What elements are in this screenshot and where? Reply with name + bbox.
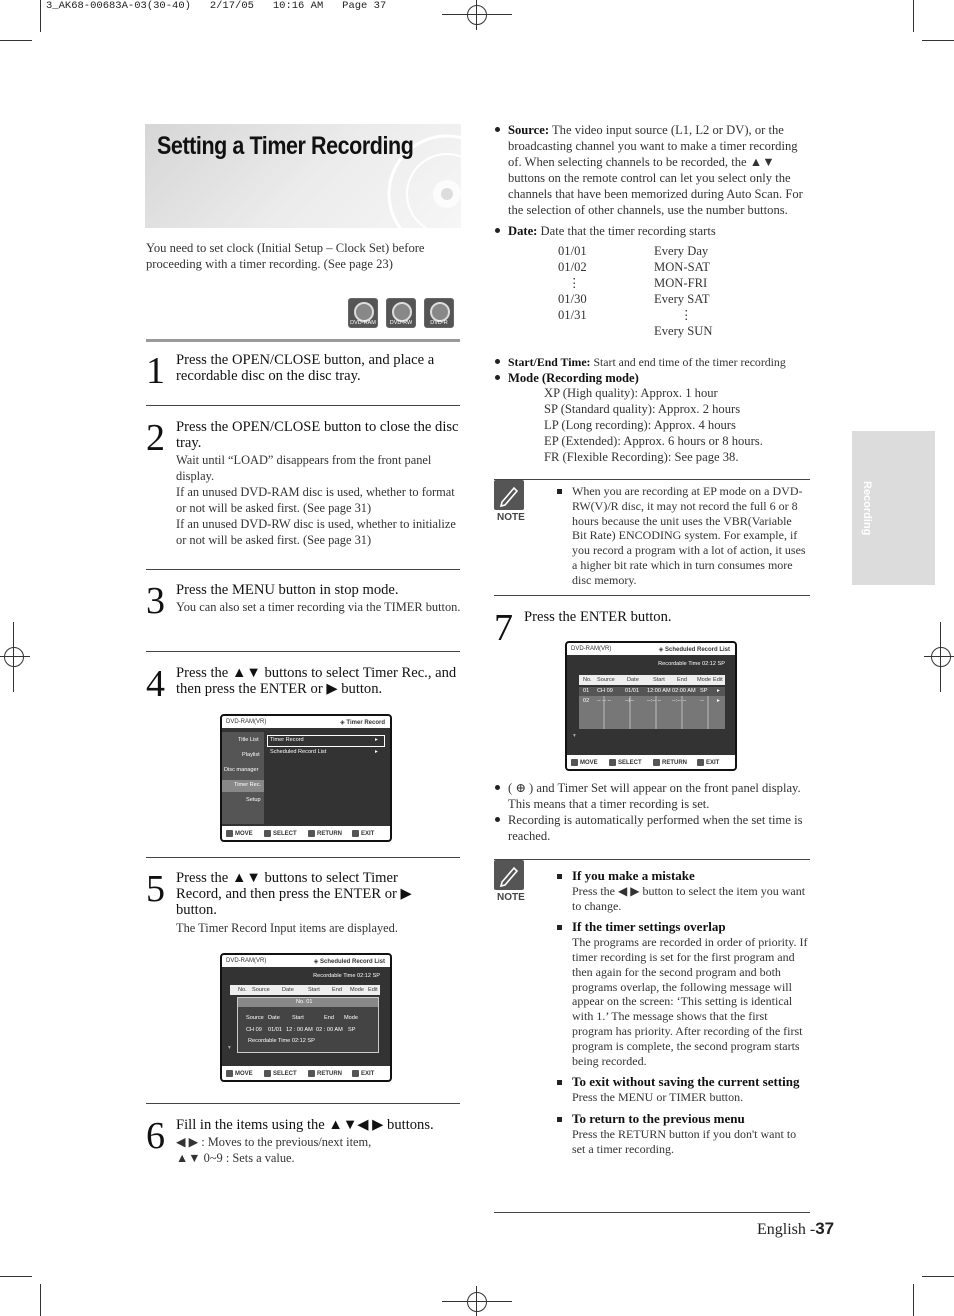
tip-overlap: If the timer settings overlap The programs are recorded in order of priority. If timer recording is set for the first program and then again for the second program and both programs overlap, the following message will appear on the screen: ‘This setting is identical with 1.’ The message shows that the first program has priority. After recording of the first program is complete, the second program starts being recorded.	[572, 920, 808, 1068]
osd-timer-record-menu: DVD-RAM(VR) ◈ Timer Record Title List Playlist Disc manager Timer Rec. Setup Timer Record ▸ Scheduled Record List ▸ MOVE SELECT RETURN EXIT	[220, 714, 392, 842]
osd-menu-item: Disc manager	[224, 767, 259, 773]
dvd-ram-icon: DVD-RAM	[348, 298, 378, 328]
osd-timer-record-input: DVD-RAM(VR) ◈ Scheduled Record List Recordable Time 02:12 SP No. Source Date Start End Mode Edit No. 01 Source Date Start End Mode CH 09 01/01 12 : 00 AM 02 : 00 AM SP Recordable Time 02:12 SP ▾ MOVE SELECT RETURN EXIT	[220, 953, 392, 1082]
registration-mark	[4, 647, 24, 667]
crop-mark	[0, 1276, 32, 1277]
mode-bullet: Mode (Recording mode)	[508, 370, 808, 386]
timer-set-bullet: ( ⊕ ) and Timer Set will appear on the front panel display. This means that a timer recording is set.	[508, 780, 808, 812]
step-number: 3	[146, 580, 165, 622]
source-bullet: Source: The video input source (L1, L2 or DV), or the broadcasting channel you want to make a timer recording of. When selecting channels to be recorded, the ▲▼ buttons on the remote control can let you select only the channels that have been memorized during Auto Scan. For the selection of other channels, use the number buttons.	[508, 122, 808, 218]
crop-mark	[922, 40, 954, 41]
step-number: 6	[146, 1115, 165, 1157]
crop-mark	[913, 1284, 914, 1316]
mode-list: XP (High quality): Approx. 1 hour SP (Standard quality): Approx. 2 hours LP (Long recording): Approx. 4 hours EP (Extended): Approx. 6 hours or 8 hours. FR (Flexible Recording): See page 38.	[544, 386, 763, 464]
date-bullet: Date: Date that the timer recording starts	[508, 223, 808, 239]
osd-menu-item: Playlist	[242, 752, 260, 758]
page-number: English -37	[757, 1219, 835, 1238]
osd-menu-item: Title List	[238, 737, 259, 743]
step-number: 7	[494, 607, 513, 649]
step-number: 5	[146, 868, 165, 910]
step-number: 4	[146, 663, 165, 705]
tip-mistake: If you make a mistake Press the ◀ ▶ button to select the item you want to change.	[572, 869, 808, 913]
osd-menu-item: Setup	[246, 797, 261, 803]
step-body: You can also set a timer recording via the TIMER button.	[176, 600, 461, 614]
title-banner	[145, 124, 461, 228]
start-end-bullet: Start/End Time: Start and end time of the timer recording	[508, 354, 808, 370]
date-table: 01/01 Every Day 01/02 MON-SAT ⋮ MON-FRI 01/30 Every SAT 01/31 ⋮ Every SUN	[558, 244, 713, 338]
note-label: NOTE	[497, 892, 525, 903]
registration-mark	[467, 5, 487, 25]
tip-exit: To exit without saving the current setting Press the MENU or TIMER button.	[572, 1075, 808, 1105]
step-number: 2	[146, 417, 165, 459]
section-divider	[146, 339, 460, 342]
crop-mark	[40, 1284, 41, 1316]
note-pencil-icon	[494, 480, 524, 510]
step-body: The Timer Record Input items are displayed.	[176, 921, 398, 935]
step-title: Press the OPEN/CLOSE button, and place a recordable disc on the disc tray.	[176, 352, 435, 384]
step-title: Fill in the items using the ▲▼◀ ▶ buttons.	[176, 1117, 434, 1133]
step-body: ◀ ▶ : Moves to the previous/next item, ▲▼ 0~9 : Sets a value.	[176, 1135, 372, 1165]
crop-mark	[40, 0, 41, 32]
osd-scheduled-record-list: DVD-RAM(VR) ◈ Scheduled Record List Recordable Time 02:12 SP No. Source Date Start End Mode Edit 01 CH 09 01/01 12:00 AM 02:00 AM SP ▸ 02 -- -- -- --/-- --:-- -- --:-- -- -- ▸ ▾ MOVE SELECT RETURN EXIT	[565, 641, 737, 771]
osd-menu-item: Timer Rec.	[234, 782, 262, 788]
section-side-tab: Recording	[852, 431, 935, 585]
step-title: Press the OPEN/CLOSE button to close the disc tray.	[176, 419, 459, 451]
osd-option: Scheduled Record List	[270, 749, 327, 755]
intro-text: You need to set clock (Initial Setup – Clock Set) before proceeding with a timer recording. (See page 23)	[146, 241, 425, 271]
note-pencil-icon	[494, 860, 524, 890]
crop-mark	[913, 0, 914, 32]
tip-return: To return to the previous menu Press the RETURN button if you don't want to set a timer recording.	[572, 1112, 808, 1156]
crop-mark	[0, 40, 32, 41]
dvd-r-icon: DVD-R	[424, 298, 454, 328]
dvd-rw-icon: DVD-RW	[386, 298, 416, 328]
step-title: Press the MENU button in stop mode.	[176, 582, 399, 598]
note-tips	[572, 869, 808, 1156]
step-number: 1	[146, 350, 165, 392]
auto-record-bullet: Recording is automatically performed when the set time is reached.	[508, 812, 808, 844]
osd-side-menu	[222, 732, 264, 824]
note-label: NOTE	[497, 512, 525, 523]
step-title: Press the ENTER button.	[524, 609, 672, 625]
registration-mark	[931, 647, 951, 667]
print-header: 3_AK68-00683A-03(30-40) 2/17/05 10:16 AM Page 37	[46, 0, 387, 12]
step-title: Press the ▲▼ buttons to select Timer Rec., and then press the ENTER or ▶ button.	[176, 665, 457, 697]
note-ep-mode: When you are recording at EP mode on a DVD-RW(V)/R disc, it may not record the full 6 or 8 hours because the unit uses the VBR(Variable Bit Rate) ENCODING system. For example, if you record a program with a lot of action, it uses a higher bit rate which in turn consumes more disc memory.	[572, 484, 808, 588]
crop-mark	[922, 1276, 954, 1277]
step-title: Press the ▲▼ buttons to select Timer Record, and then press the ENTER or ▶ button.	[176, 870, 412, 918]
step-body: Wait until “LOAD” disappears from the front panel display. If an unused DVD-RAM disc is used, whether to format or not will be asked first. (See page 31) If an unused DVD-RW disc is used, whether to initialize or not will be asked first. (See page 31)	[176, 453, 456, 547]
registration-mark	[467, 1292, 487, 1312]
page-title: Setting a Timer Recording	[157, 132, 414, 160]
osd-option: Timer Record	[270, 737, 304, 743]
